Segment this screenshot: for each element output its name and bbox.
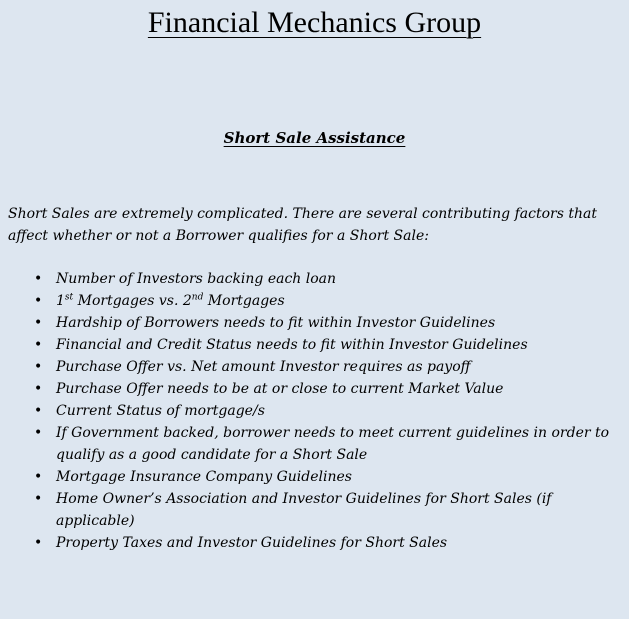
list-item [34, 422, 618, 466]
ordinal-suffix: nd [191, 292, 204, 303]
list-item [34, 290, 618, 312]
list-item-text: Financial and Credit Status needs to fit within Investor Guidelines [56, 337, 528, 353]
list-item-text: If Government backed, borrower needs to meet current guidelines in order to qualify as a good candidate for a Short Sale [56, 425, 610, 463]
list-item [34, 356, 618, 378]
page-title: Financial Mechanics Group [147, 6, 482, 39]
factor-list [34, 268, 618, 554]
list-item-text-part: Mortgages [203, 293, 285, 309]
list-item-text-part: Mortgages vs. 2 [73, 293, 192, 309]
ordinal-suffix: st [64, 292, 74, 303]
list-item [34, 532, 618, 554]
list-item [34, 488, 618, 532]
list-item [34, 334, 618, 356]
list-item-text: Property Taxes and Investor Guidelines for Short Sales [56, 535, 448, 551]
list-item-text: Hardship of Borrowers needs to fit within Investor Guidelines [56, 315, 496, 331]
list-item-text: Home Owner’s Association and Investor Guidelines for Short Sales (if applicable) [56, 491, 552, 529]
list-item-text-part: 1 [56, 293, 65, 309]
list-item [34, 312, 618, 334]
list-item [34, 268, 618, 290]
list-item [34, 400, 618, 422]
list-item-text: Mortgage Insurance Company Guidelines [56, 469, 352, 485]
list-item-text: Number of Investors backing each loan [56, 271, 337, 287]
list-item [34, 466, 618, 488]
section-heading: Short Sale Assistance [223, 129, 406, 147]
list-item-text: Purchase Offer vs. Net amount Investor requires as payoff [56, 359, 471, 375]
list-item [34, 378, 618, 400]
list-item-text: Purchase Offer needs to be at or close to current Market Value [56, 381, 504, 397]
list-item-text: Current Status of mortgage/s [56, 403, 265, 419]
intro-paragraph: Short Sales are extremely complicated. There are several contributing factors that affect whether or not a Borrower qualifies for a Short Sale: [8, 206, 597, 244]
